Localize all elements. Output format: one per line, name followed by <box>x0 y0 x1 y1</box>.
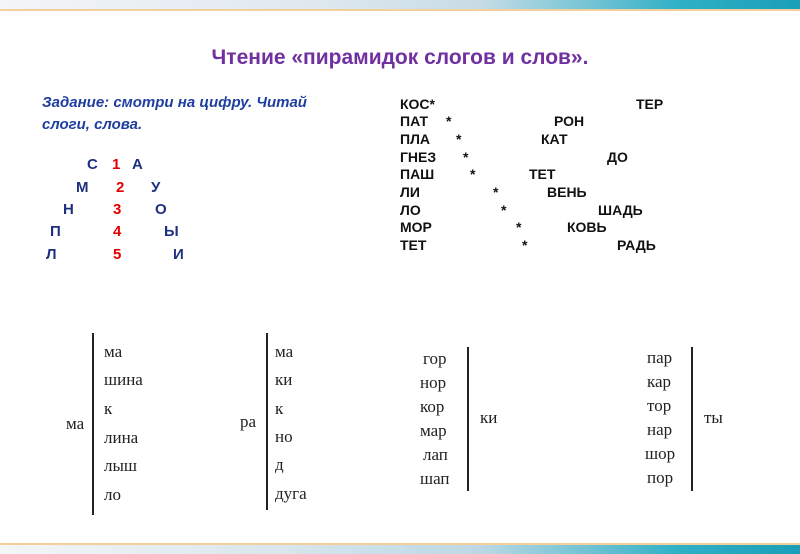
pyramid-right-letter: У <box>151 179 161 196</box>
group-stem: кар <box>647 372 672 391</box>
group-stem: ма <box>66 414 85 433</box>
group-stem: нор <box>420 373 447 392</box>
ladder-right: КОВЬ <box>567 219 607 235</box>
ladder-right: РАДЬ <box>617 237 656 253</box>
ladder-left: ПАТ <box>400 113 429 129</box>
ladder-star: * <box>516 219 522 235</box>
group-ending: ки <box>480 408 498 427</box>
top-decor-bar <box>0 0 800 9</box>
group-ending: дуга <box>275 484 307 503</box>
group-divider <box>691 347 693 491</box>
ladder-star: * <box>493 184 499 200</box>
group-ending: ма <box>104 342 123 361</box>
bottom-decor-bar <box>0 545 800 554</box>
pyramid-left-letter: П <box>50 223 61 240</box>
ladder-left: ЛО <box>400 202 421 218</box>
group-stem: мар <box>420 421 447 440</box>
task-line-1: Задание: смотри на цифру. Читай <box>42 94 307 111</box>
pyramid-left-letter: Л <box>46 246 57 263</box>
ladder-star: * <box>522 237 528 253</box>
group-stem: шор <box>645 444 676 463</box>
pyramid-left-letter: Н <box>63 201 74 218</box>
ladder-right: ШАДЬ <box>598 202 643 218</box>
ladder-right: ТЕР <box>636 96 664 112</box>
pyramid-number: 4 <box>113 223 122 240</box>
group-divider <box>92 333 94 515</box>
group-ending: к <box>275 399 284 418</box>
page-title: Чтение «пирамидок слогов и слов». <box>211 46 589 69</box>
ladder-right: ДО <box>607 149 628 165</box>
ladder-right: РОН <box>554 113 585 129</box>
ladder-left: ПАШ <box>400 166 435 182</box>
ladder-right: КАТ <box>541 131 568 147</box>
ladder-star: * <box>456 131 462 147</box>
pyramid-left-letter: С <box>87 156 98 173</box>
group-ending: д <box>275 455 284 474</box>
ladder-star: * <box>470 166 476 182</box>
ladder-star: * <box>446 113 452 129</box>
group-stem: гор <box>423 349 447 368</box>
pyramid-left-letter: М <box>76 179 89 196</box>
ladder-star: * <box>463 149 469 165</box>
pyramid-right-letter: И <box>173 246 184 263</box>
pyramid-number: 2 <box>116 179 125 196</box>
group-stem: ра <box>240 412 257 431</box>
group-stem: тор <box>647 396 672 415</box>
group-stem: нар <box>647 420 673 439</box>
ladder-star: * <box>501 202 507 218</box>
group-stem: пар <box>647 348 673 367</box>
group-stem: лап <box>423 445 448 464</box>
pyramid-right-letter: Ы <box>164 223 179 240</box>
group-ending: но <box>275 427 293 446</box>
group-ending: ма <box>275 342 294 361</box>
ladder-right: ВЕНЬ <box>547 184 587 200</box>
task-line-2: слоги, слова. <box>42 116 143 133</box>
pyramid-number: 1 <box>112 156 121 173</box>
ladder-right: ТЕТ <box>529 166 556 182</box>
pyramid-number: 5 <box>113 246 122 263</box>
group-stem: кор <box>420 397 445 416</box>
ladder-left: КОС* <box>400 96 435 112</box>
task-instruction <box>42 92 307 136</box>
group-ending: лина <box>104 428 139 447</box>
group-ending: ло <box>104 485 121 504</box>
group-ending: ты <box>704 408 723 427</box>
group-stem: шап <box>420 469 450 488</box>
group-ending: лыш <box>104 456 137 475</box>
group-ending: к <box>104 399 113 418</box>
ladder-left: ТЕТ <box>400 237 427 253</box>
group-divider <box>467 347 469 491</box>
group-divider <box>266 333 268 510</box>
ladder-left: ГНЕЗ <box>400 149 437 165</box>
pyramid-right-letter: А <box>132 156 143 173</box>
pyramid-number: 3 <box>113 201 122 218</box>
ladder-left: МОР <box>400 219 432 235</box>
ladder-left: ПЛА <box>400 131 430 147</box>
ladder-left: ЛИ <box>400 184 420 200</box>
pyramid-right-letter: О <box>155 201 167 218</box>
group-stem: пор <box>647 468 674 487</box>
group-ending: шина <box>104 370 143 389</box>
group-ending: ки <box>275 370 293 389</box>
